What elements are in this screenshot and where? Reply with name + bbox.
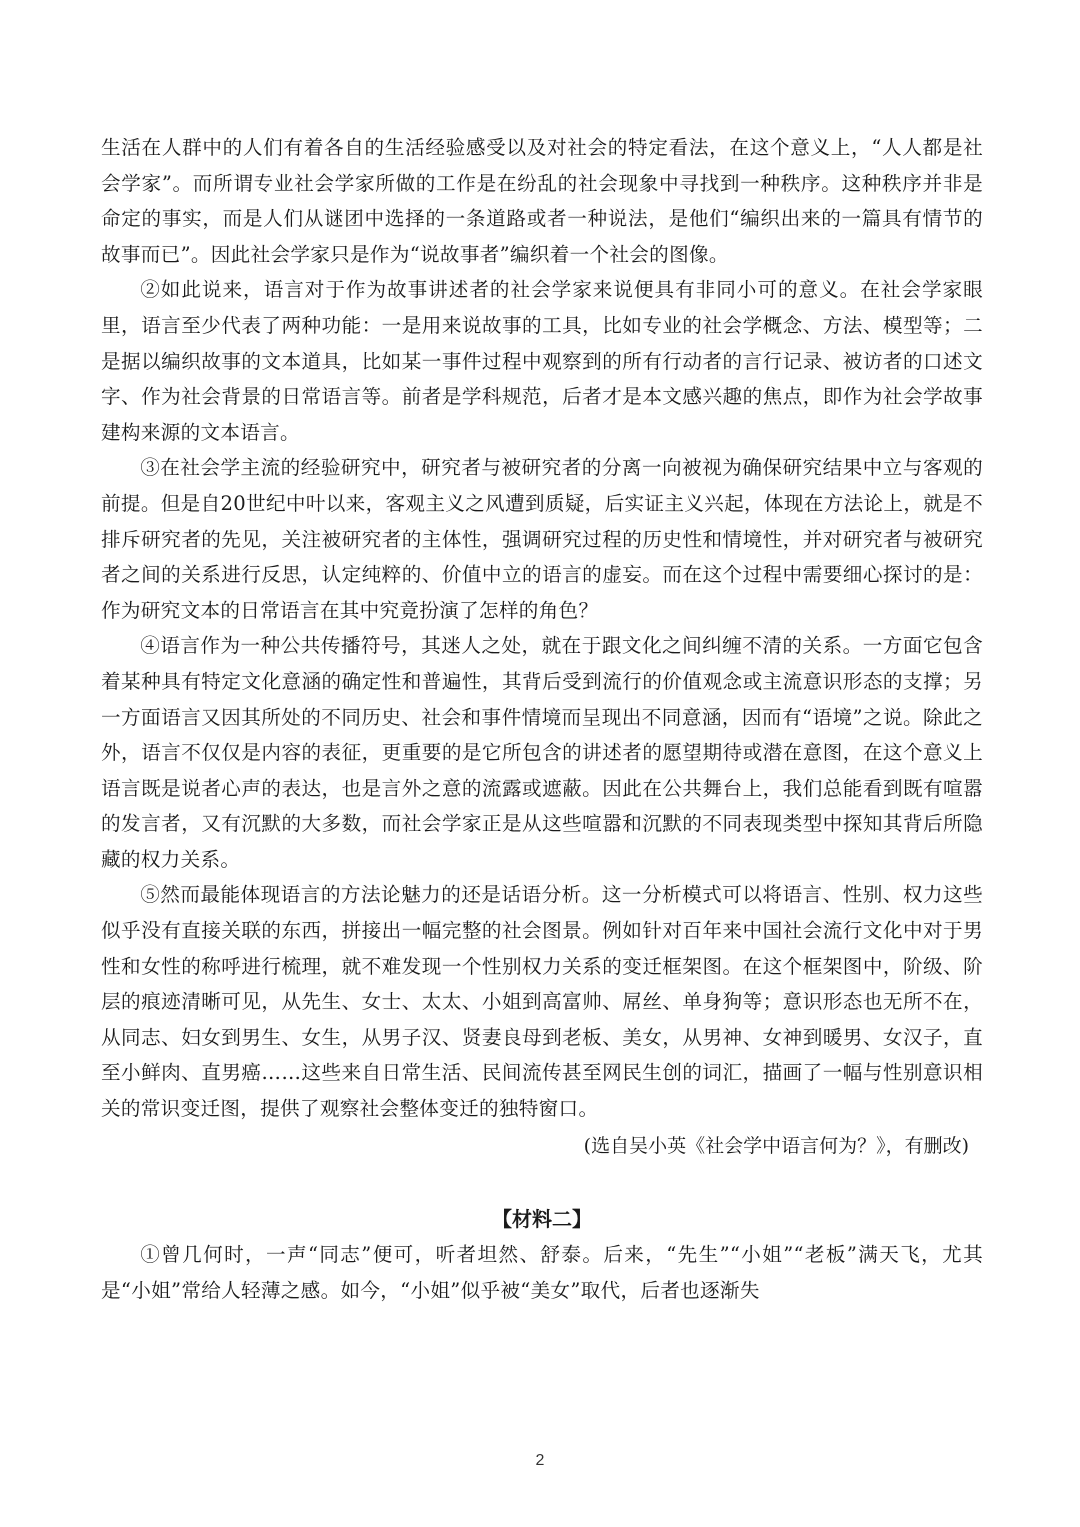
section-title-material-2: 【材料二】 <box>492 1207 592 1232</box>
document-body <box>101 130 983 1308</box>
paragraph-1-continued: 生活在人群中的人们有着各自的生活经验感受以及对社会的特定看法，在这个意义上，“人人都是社会学家”。而所谓专业社会学家所做的工作是在纷乱的社会现象中寻找到一种秩序。这种秩序并非是命定的事实，而是人们从谜团中选择的一条道路或者一种说法，是他们“编织出来的一篇具有情节的故事而已”。因此社会学家只是作为“说故事者”编织着一个社会的图像。 <box>101 136 983 266</box>
material-2-paragraph-1: ①曾几何时，一声“同志”便可，听者坦然、舒泰。后来，“先生”“小姐”“老板”满天飞，尤其是“小姐”常给人轻薄之感。如今，“小姐”似乎被“美女”取代，后者也逐渐失 <box>101 1243 983 1302</box>
paragraph-5: ⑤然而最能体现语言的方法论魅力的还是话语分析。这一分析模式可以将语言、性别、权力这些似乎没有直接关联的东西，拼接出一幅完整的社会图景。例如针对百年来中国社会流行文化中对于男性和女性的称呼进行梳理，就不难发现一个性别权力关系的变迁框架图。在这个框架图中，阶级、阶层的痕迹清晰可见，从先生、女士、太太、小姐到高富帅、屌丝、单身狗等；意识形态也无所不在，从同志、妇女到男生、女生，从男子汉、贤妻良母到老板、美女，从男神、女神到暖男、女汉子，直至小鲜肉、直男癌……这些来自日常生活、民间流传甚至网民生创的词汇，描画了一幅与性别意识相关的常识变迁图，提供了观察社会整体变迁的独特窗口。 <box>101 883 983 1121</box>
source-citation: (选自吴小英《社会学中语言何为？》，有删改) <box>583 1134 969 1157</box>
paragraph-3: ③在社会学主流的经验研究中，研究者与被研究者的分离一向被视为确保研究结果中立与客观的前提。但是自20世纪中叶以来，客观主义之风遭到质疑，后实证主义兴起，体现在方法论上，就是不排斥研究者的先见，关注被研究者的主体性，强调研究过程的历史性和情境性，并对研究者与被研究者之间的关系进行反思，认定纯粹的、价值中立的语言的虚妄。而在这个过程中需要细心探讨的是：作为研究文本的日常语言在其中究竟扮演了怎样的角色？ <box>101 456 983 622</box>
paragraph-4: ④语言作为一种公共传播符号，其迷人之处，就在于跟文化之间纠缠不清的关系。一方面它包含着某种具有特定文化意涵的确定性和普遍性，其背后受到流行的价值观念或主流意识形态的支撑；另一方面语言又因其所处的不同历史、社会和事件情境而呈现出不同意涵，因而有“语境”之说。除此之外，语言不仅仅是内容的表征，更重要的是它所包含的讲述者的愿望期待或潜在意图，在这个意义上语言既是说者心声的表达，也是言外之意的流露或遮蔽。因此在公共舞台上，我们总能看到既有喧嚣的发言者，又有沉默的大多数，而社会学家正是从这些喧嚣和沉默的不同表现类型中探知其背后所隐藏的权力关系。 <box>101 634 983 871</box>
paragraph-2: ②如此说来，语言对于作为故事讲述者的社会学家来说便具有非同小可的意义。在社会学家眼里，语言至少代表了两种功能：一是用来说故事的工具，比如专业的社会学概念、方法、模型等；二是据以编织故事的文本道具，比如某一事件过程中观察到的所有行动者的言行记录、被访者的口述文字、作为社会背景的日常语言等。前者是学科规范，后者才是本文感兴趣的焦点，即作为社会学故事建构来源的文本语言。 <box>101 278 983 444</box>
page-number: 2 <box>535 1452 545 1469</box>
